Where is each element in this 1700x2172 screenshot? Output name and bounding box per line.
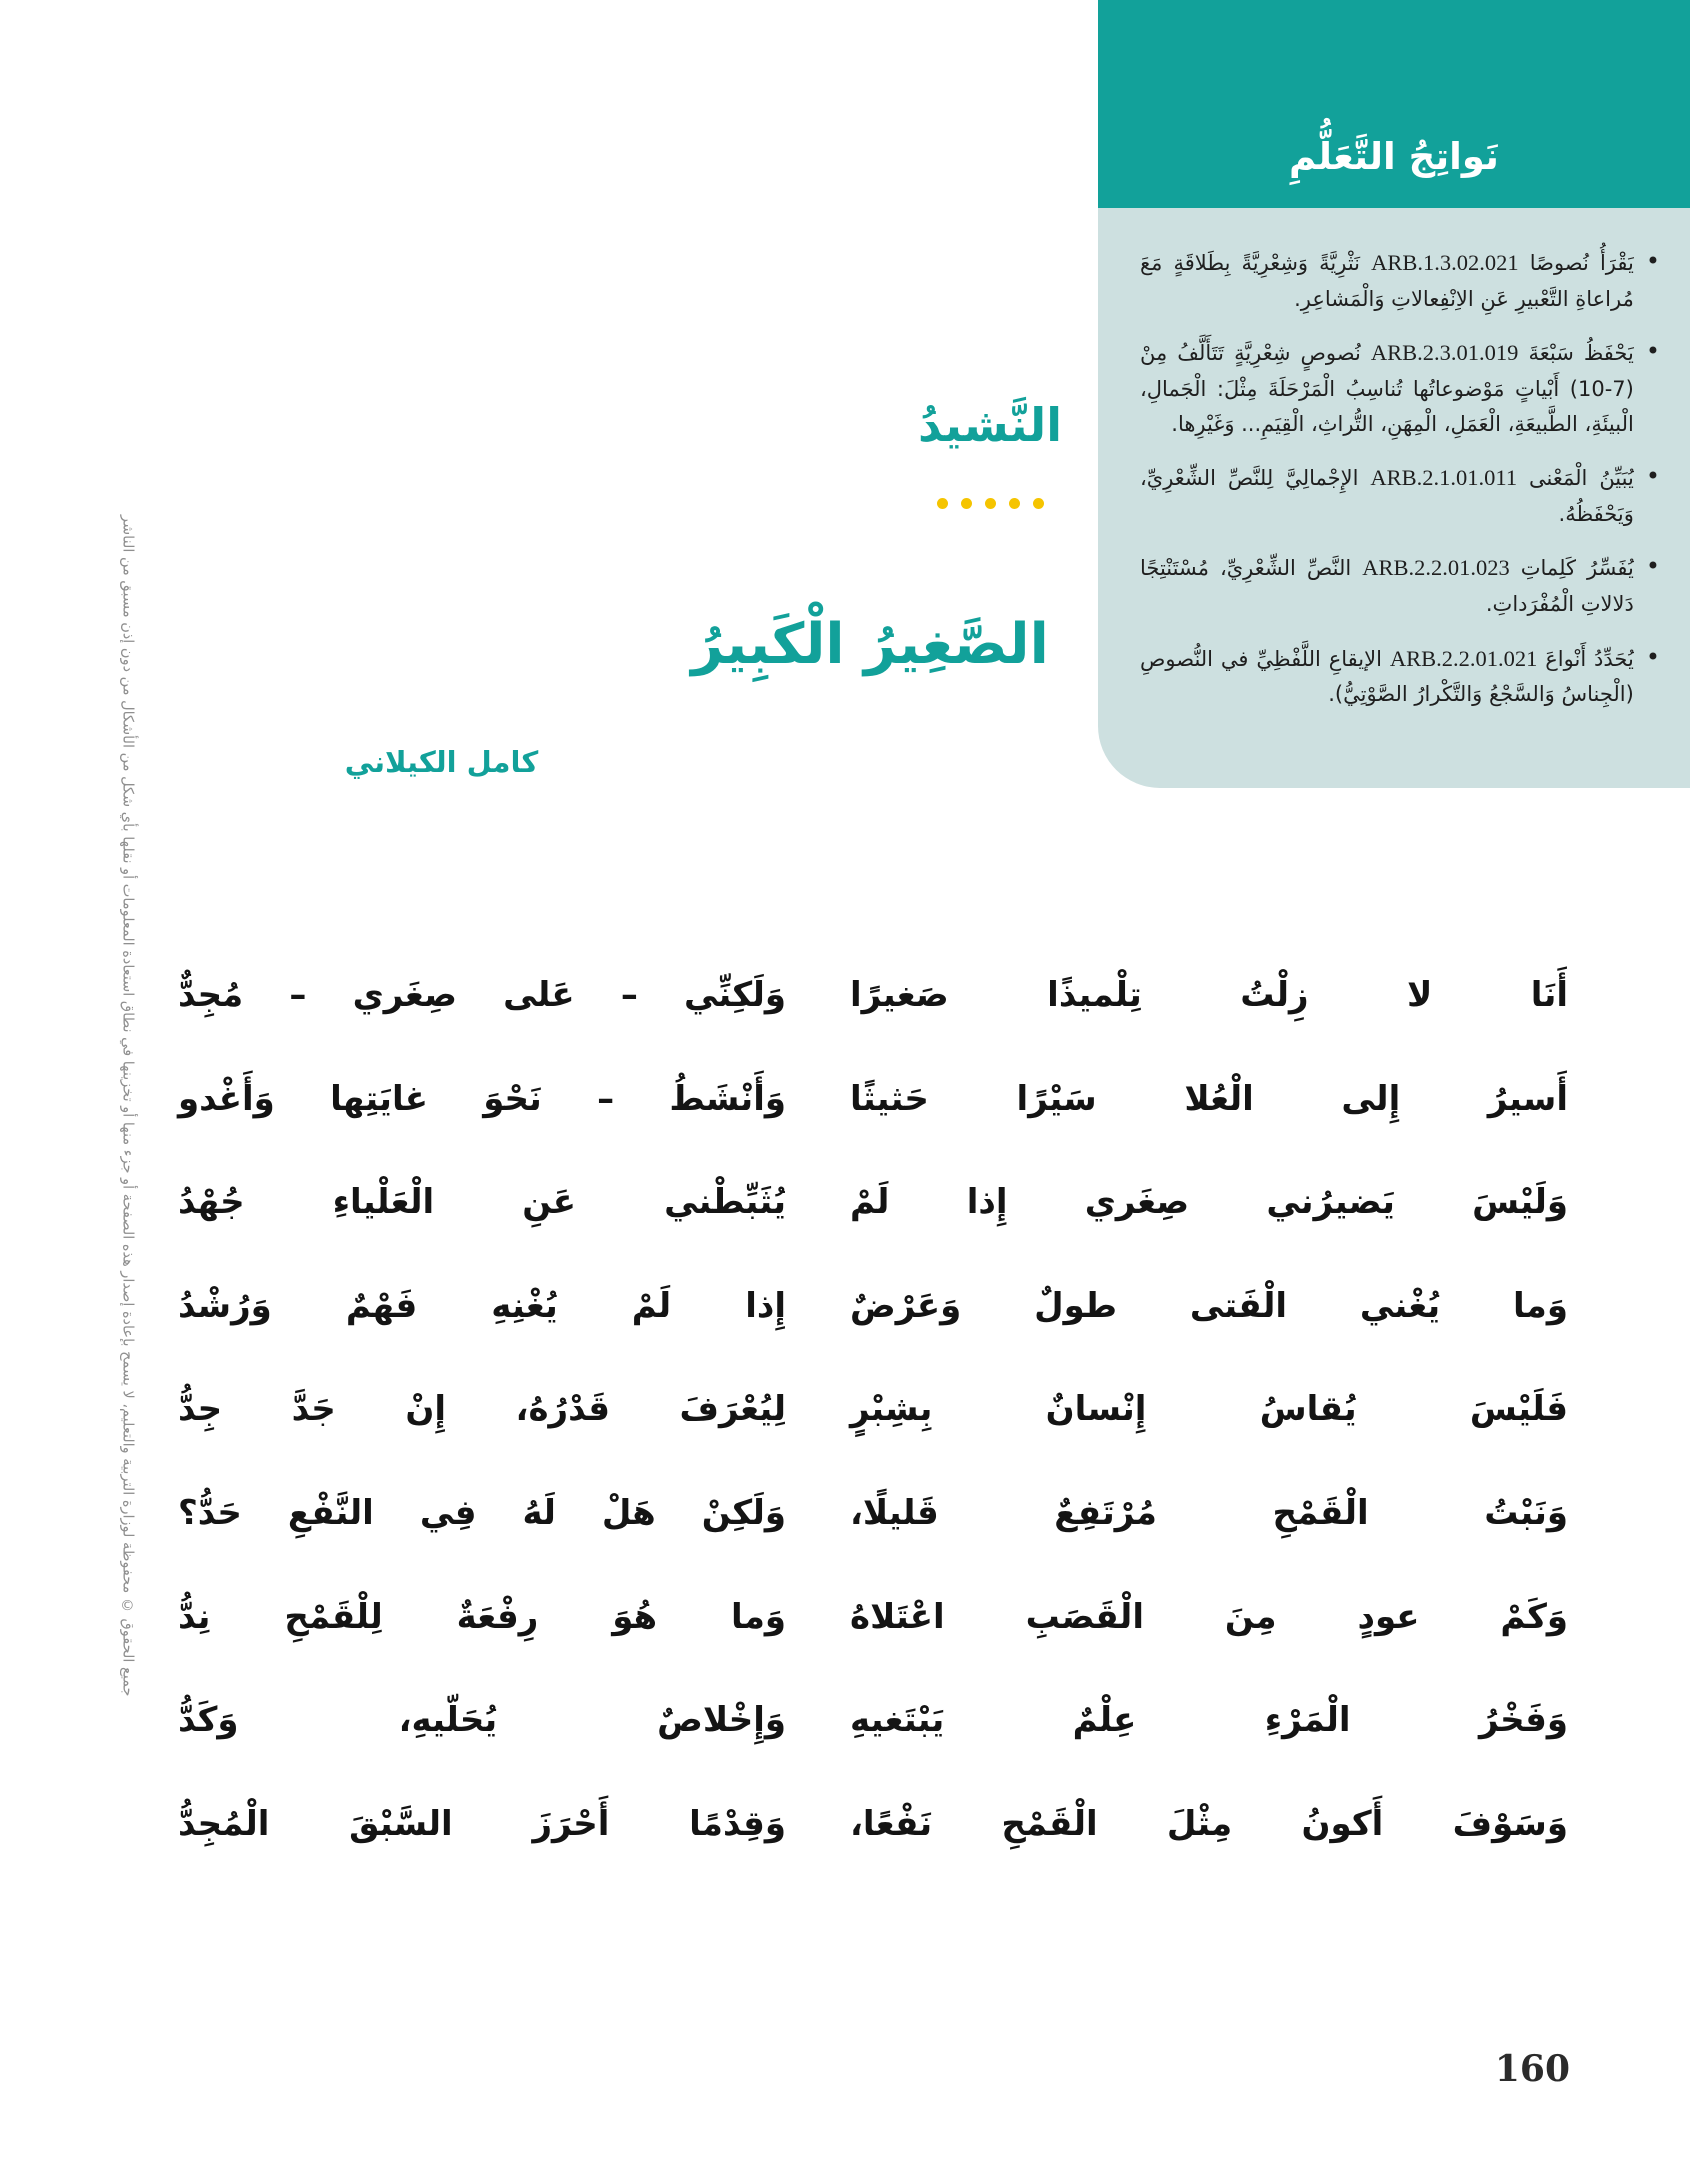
page-number: 160 xyxy=(1494,2048,1570,2090)
hemistich-first: وَكَمْ عودٍ مِنَ الْقَصَبِ اعْتَلاهُ xyxy=(850,1596,1568,1637)
verse-row xyxy=(178,1490,1568,1538)
dot-icon xyxy=(1009,498,1020,509)
outcome-text-rest: نُصوصٍ شِعْرِيَّةٍ تَتَأَلَّفُ مِنْ (7-10) أَبْياتٍ مَوْضوعاتُها تُناسِبُ الْمَرْحَلَةَ مِثْلَ: الْجَمالِ، الْبيئَةِ، الطَّبيعَةِ، الْعَمَلِ، الْمِهَنِ، التُّراثِ، الْقِيَمِ... وَغَيْرِها. xyxy=(1140,341,1634,437)
outcome-text-rest: النَّصِّ الشِّعْرِيِّ، مُسْتَنْتِجًا دَلالاتِ الْمُفْرَداتِ. xyxy=(1140,556,1634,617)
hemistich-second: إِذا لَمْ يُغْنِهِ فَهْمٌ وَرُشْدُ xyxy=(178,1285,786,1326)
bullet-icon: • xyxy=(1645,642,1660,671)
outcome-text xyxy=(1140,549,1634,622)
hemistich-first: وَفَخْرُ الْمَرْءِ عِلْمٌ يَبْتَغيهِ xyxy=(850,1700,1568,1741)
dot-icon xyxy=(1033,498,1044,509)
learning-outcomes-panel xyxy=(1098,0,1690,788)
hemistich-second: يُثَبِّطْني عَنِ الْعَلْياءِ جُهْدُ xyxy=(178,1182,786,1223)
bullet-icon: • xyxy=(1645,247,1660,275)
outcome-text-start: يَحْفَظُ سَبْعَةَ xyxy=(1528,341,1634,366)
hemistich-first: وَلَيْسَ يَضيرُني صِغَري إِذا لَمْ xyxy=(850,1182,1568,1223)
learning-outcomes-header xyxy=(1098,0,1690,208)
outcome-code: ARB.2.2.01.021 xyxy=(1389,645,1538,671)
verse-row xyxy=(178,1179,1568,1227)
outcome-code: ARB.2.1.01.011 xyxy=(1370,465,1518,491)
outcome-text xyxy=(1140,459,1634,532)
outcome-text-rest: نَثْرِيَّةً وَشِعْرِيَّةً بِطَلاقَةٍ مَعَ مُراعاةِ التَّعْبيرِ عَنِ الاِنْفِعالاتِ وَالْمَشاعِرِ. xyxy=(1140,251,1634,311)
outcome-text-start: يُفَسِّرُ كَلِماتِ xyxy=(1520,556,1634,581)
learning-outcomes-title: نَواتِجُ التَّعَلُّمِ xyxy=(1289,135,1499,178)
hemistich-second: وَما هُوَ رِفْعَةٌ لِلْقَمْحِ نِدُّ xyxy=(178,1596,786,1637)
learning-outcome-item xyxy=(1140,549,1660,622)
bullet-icon: • xyxy=(1645,552,1660,581)
outcome-text xyxy=(1140,244,1634,317)
author-name: كامل الكيلاني xyxy=(344,745,539,779)
outcome-text-start: يَقْرَأُ نُصوصًا xyxy=(1529,251,1634,275)
hemistich-second: وَلَكِنْ هَلْ لَهُ فِي النَّفْعِ حَدُّ؟ xyxy=(178,1492,786,1533)
outcome-text-start: يُحَدِّدُ أَنْواعَ xyxy=(1545,646,1634,671)
hemistich-first: أَنَا لا زِلْتُ تِلْميذًا صَغيرًا xyxy=(850,975,1568,1015)
learning-outcome-item xyxy=(1140,640,1660,713)
hemistich-second: وَإِخْلاصٌ يُحَلّيهِ، وَكَدُّ xyxy=(178,1700,786,1741)
verse-row xyxy=(178,1697,1568,1745)
dot-icon xyxy=(961,498,972,509)
hemistich-second: وَقِدْمًا أَحْرَزَ السَّبْقَ الْمُجِدُّ xyxy=(178,1803,786,1844)
hemistich-second: وَأَنْشَطُ – نَحْوَ غايَتِها وَأَغْدو xyxy=(178,1078,786,1119)
decorative-dots xyxy=(880,498,1100,509)
dot-icon xyxy=(985,498,996,509)
poem-title: الصَّغِيرُ الْكَبِيرُ xyxy=(691,612,1049,677)
verse-row xyxy=(178,1076,1568,1124)
dot-icon xyxy=(937,498,948,509)
hemistich-first: أَسيرُ إِلى الْعُلا سَيْرًا حَثيثًا xyxy=(850,1078,1568,1119)
poem-verses xyxy=(178,972,1568,1904)
outcome-text-rest: الإيقاعِ اللَّفْظِيِّ في النُّصوصِ (الْجِناسُ وَالسَّجْعُ وَالتَّكْرارُ الصَّوْتِيُّ). xyxy=(1140,646,1634,707)
section-title: النَّشيدُ xyxy=(918,398,1062,452)
hemistich-second: وَلَكِنِّي – عَلى صِغَري – مُجِدٌّ xyxy=(178,975,786,1015)
learning-outcome-item xyxy=(1140,244,1660,317)
hemistich-first: وَما يُغْني الْفَتى طولٌ وَعَرْضٌ xyxy=(850,1285,1568,1326)
outcome-text xyxy=(1140,640,1634,713)
verse-row xyxy=(178,1801,1568,1849)
copyright-vertical-text: جميع الحقوق © محفوظة لوزارة التربية والتعليم، لا يسمح بإعادة إصدار هذه الصفحة أو جزء منها أو تخزينها في نطاق استعادة المعلومات أو نقلها بأي شكل من الأشكال من دون إذن مسبق من الناشر xyxy=(119,515,136,1697)
hemistich-second: لِيُعْرَفَ قَدْرُهُ، إِنْ جَدَّ جِدُّ xyxy=(178,1389,786,1430)
outcome-text-rest: الإِجْمالِيَّ لِلنَّصِّ الشِّعْرِيِّ، وَيَحْفَظُهُ. xyxy=(1140,466,1634,527)
learning-outcome-item xyxy=(1140,334,1660,442)
bullet-icon: • xyxy=(1645,462,1660,491)
outcome-text xyxy=(1140,334,1634,442)
hemistich-first: فَلَيْسَ يُقاسُ إِنْسانٌ بِشِبْرٍ xyxy=(850,1389,1568,1430)
hemistich-first: وَسَوْفَ أَكونُ مِثْلَ الْقَمْحِ نَفْعًا، xyxy=(850,1803,1568,1844)
hemistich-first: وَنَبْتُ الْقَمْحِ مُرْتَفِعٌ قَليلًا، xyxy=(850,1492,1568,1533)
learning-outcomes-list xyxy=(1098,208,1690,788)
verse-row xyxy=(178,1283,1568,1331)
outcome-code: ARB.1.3.02.021 xyxy=(1371,250,1519,275)
learning-outcome-item xyxy=(1140,459,1660,532)
outcome-code: ARB.2.3.01.019 xyxy=(1370,340,1519,366)
verse-row xyxy=(178,1386,1568,1434)
outcome-text-start: يُبَيِّنُ الْمَعْنى xyxy=(1529,466,1634,491)
verse-row xyxy=(178,972,1568,1020)
bullet-icon: • xyxy=(1645,337,1660,366)
verse-row xyxy=(178,1594,1568,1642)
outcome-code: ARB.2.2.01.023 xyxy=(1362,555,1510,581)
